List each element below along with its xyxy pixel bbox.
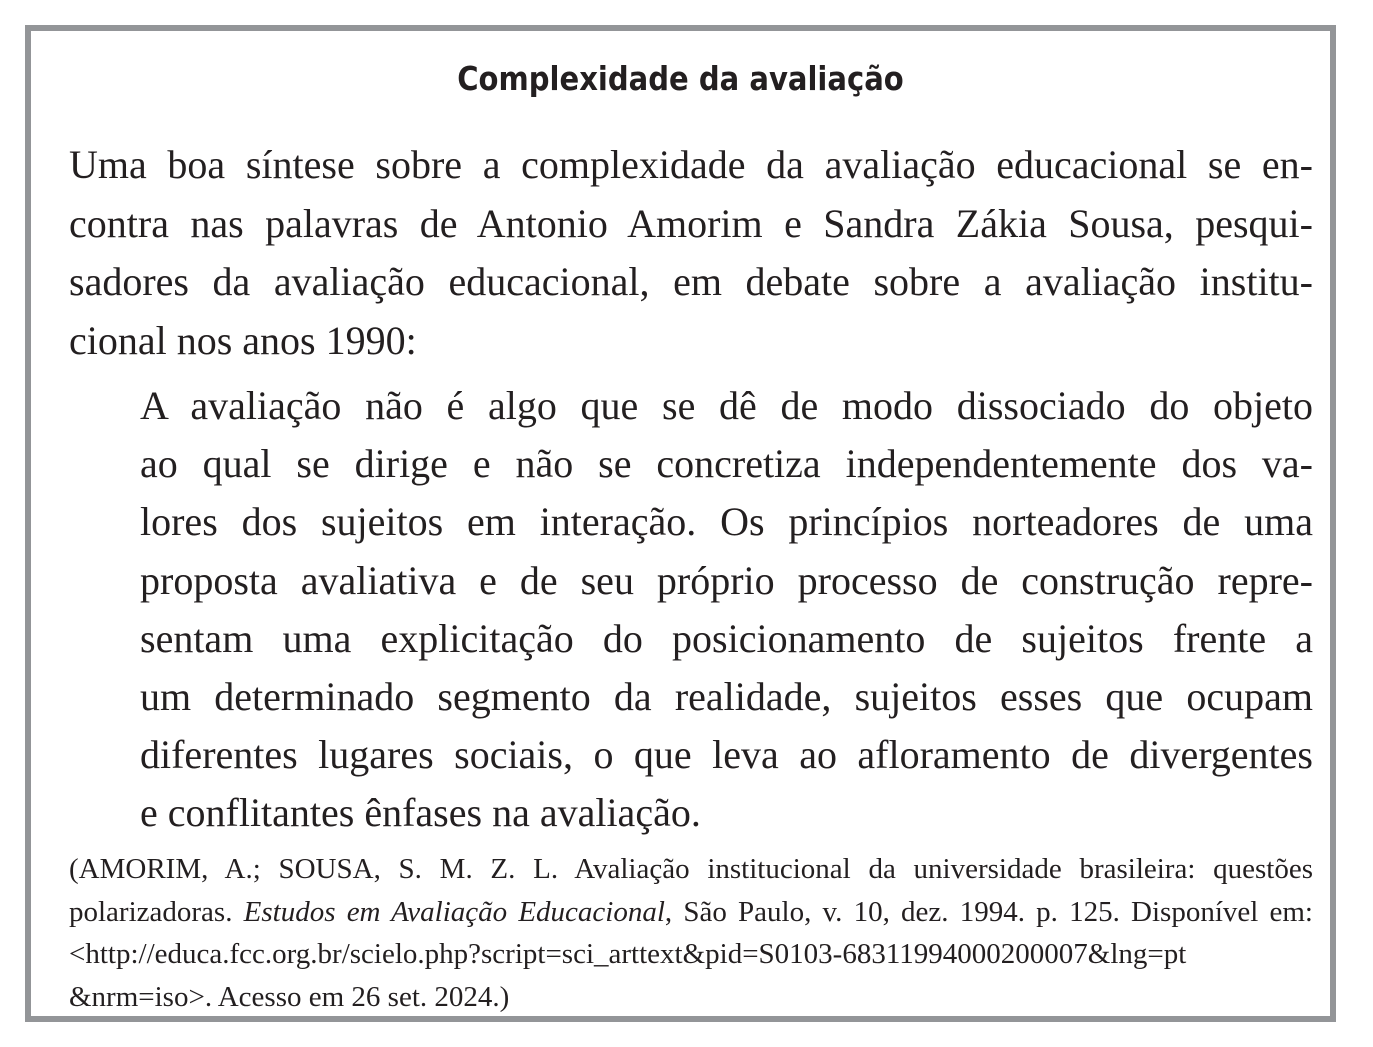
block-quote xyxy=(140,377,1313,843)
intro-paragraph xyxy=(69,136,1313,370)
journal-title: Estudos em Avaliação Educacional xyxy=(243,895,665,928)
intro-line: sadores da avaliação educacional, em debate sobre a avaliação institu- xyxy=(69,259,1313,304)
quote-line: diferentes lugares sociais, o que leva ao afloramento de divergentes xyxy=(140,732,1313,778)
quote-line: A avaliação não é algo que se dê de modo dissociado do objeto xyxy=(140,383,1313,428)
box-title: Complexidade da avaliação xyxy=(457,59,904,98)
quote-line: e conflitantes ênfases na avaliação. xyxy=(140,790,701,836)
quote-line: proposta avaliativa e de seu próprio processo de construção repre- xyxy=(140,557,1313,603)
quote-line: ao qual se dirige e não se concretiza independentemente dos va- xyxy=(140,441,1313,487)
reference-line xyxy=(69,891,1313,934)
reference-text: polarizadoras. xyxy=(69,895,244,928)
text-box xyxy=(25,25,1336,1022)
intro-line: contra nas palavras de Antonio Amorim e Sandra Zákia Sousa, pesqui- xyxy=(69,200,1313,246)
quote-line: lores dos sujeitos em interação. Os princípios norteadores de uma xyxy=(140,499,1313,545)
quote-line: sentam uma explicitação do posicionamento de sujeitos frente a xyxy=(140,615,1313,661)
intro-line: Uma boa síntese sobre a complexidade da avaliação educacional se en- xyxy=(69,142,1313,187)
quote-line: um determinado segmento da realidade, sujeitos esses que ocupam xyxy=(140,674,1313,720)
reference-text: , São Paulo, v. 10, dez. 1994. p. 125. Disponível em: xyxy=(664,895,1313,928)
reference-line: &nrm=iso>. Acesso em 26 set. 2024.) xyxy=(69,980,510,1013)
reference-url-line: <http://educa.fcc.org.br/scielo.php?script=sci_arttext&pid=S0103-68311994000200007&lng=pt xyxy=(69,938,1187,970)
reference-line: (AMORIM, A.; SOUSA, S. M. Z. L. Avaliação institucional da universidade brasileira: questões xyxy=(69,853,1313,885)
intro-line: cional nos anos 1990: xyxy=(69,317,417,363)
reference-citation xyxy=(69,848,1313,1018)
